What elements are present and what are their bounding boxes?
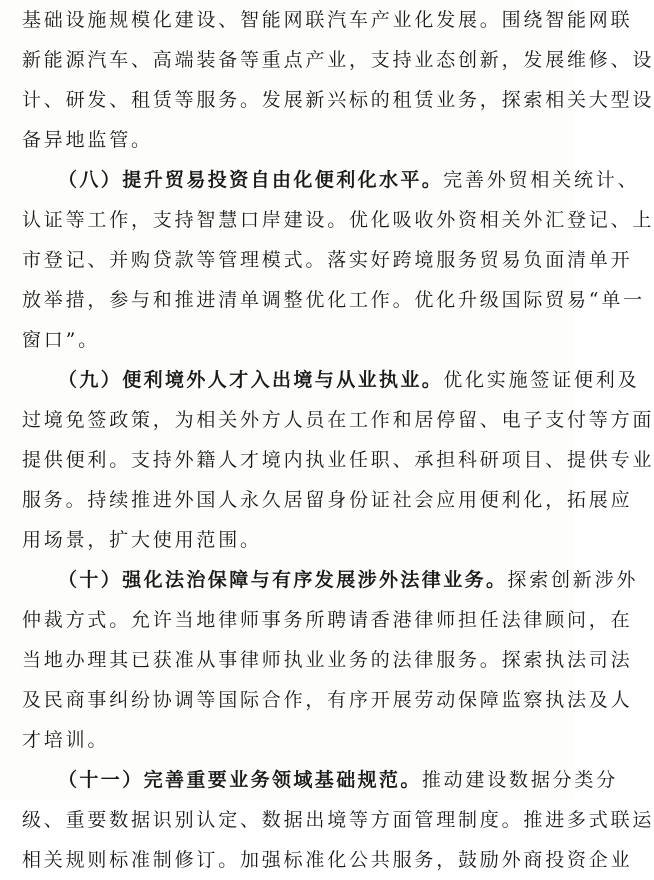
text-line: 才培训。: [22, 729, 110, 751]
section-heading-10: （十）强化法治保障与有序发展涉外法律业务。: [58, 569, 508, 591]
text-line: 用场景，扩大使用范围。: [22, 529, 262, 551]
text-line: 计、研发、租赁等服务。发展新兴标的租赁业务，探索相关大型设: [22, 89, 654, 111]
text-line: 新能源汽车、高端装备等重点产业，支持业态创新，发展维修、设: [22, 49, 654, 71]
text-line: 备异地监管。: [22, 129, 153, 151]
section-heading-11: （十一）完善重要业务领域基础规范。: [58, 769, 422, 791]
text-line: 及民商事纠纷协调等国际合作，有序开展劳动保障监察执法及人: [22, 689, 633, 711]
paragraph-first-line: [58, 560, 639, 600]
text-line: 窗口”。: [22, 329, 100, 351]
text-line: 当地办理其已获准从事律师执业业务的法律服务。探索执法司法: [22, 649, 633, 671]
text-line: 基础设施规模化建设、智能网联汽车产业化发展。围绕智能网联: [22, 9, 633, 31]
text-line: 服务。持续推进外国人永久居留身份证社会应用便利化，拓展应: [22, 489, 633, 511]
text-run: 探索创新涉外: [507, 569, 639, 591]
text-run: 推动建设数据分类分: [421, 769, 619, 791]
paragraph-first-line: [58, 360, 640, 400]
text-line: 市登记、并购贷款等管理模式。落实好跨境服务贸易负面清单开: [22, 249, 633, 271]
section-heading-9: （九）便利境外人才入出境与从业执业。: [58, 369, 444, 391]
text-line: 过境免签政策，为相关外方人员在工作和居停留、电子支付等方面: [22, 409, 654, 431]
text-run: 优化实施签证便利及: [443, 369, 640, 391]
paragraph-first-line: [58, 760, 619, 800]
text-line: 仲裁方式。允许当地律师事务所聘请香港律师担任法律顾问，在: [22, 609, 633, 631]
text-run: 完善外贸相关统计、: [443, 169, 640, 191]
text-line: 相关规则标准制修订。加强标准化公共服务，鼓励外商投资企业: [22, 849, 633, 871]
text-line: 提供便利。支持外籍人才境内执业任职、承担科研项目、提供专业: [22, 449, 654, 471]
text-line: 认证等工作，支持智慧口岸建设。优化吸收外资相关外汇登记、上: [22, 209, 654, 231]
text-line: 级、重要数据识别认定、数据出境等方面管理制度。推进多式联运: [22, 809, 654, 831]
section-heading-8: （八）提升贸易投资自由化便利化水平。: [58, 169, 444, 191]
text-line: 放举措，参与和推进清单调整优化工作。优化升级国际贸易“单一: [22, 289, 645, 311]
paragraph-first-line: [58, 160, 640, 200]
